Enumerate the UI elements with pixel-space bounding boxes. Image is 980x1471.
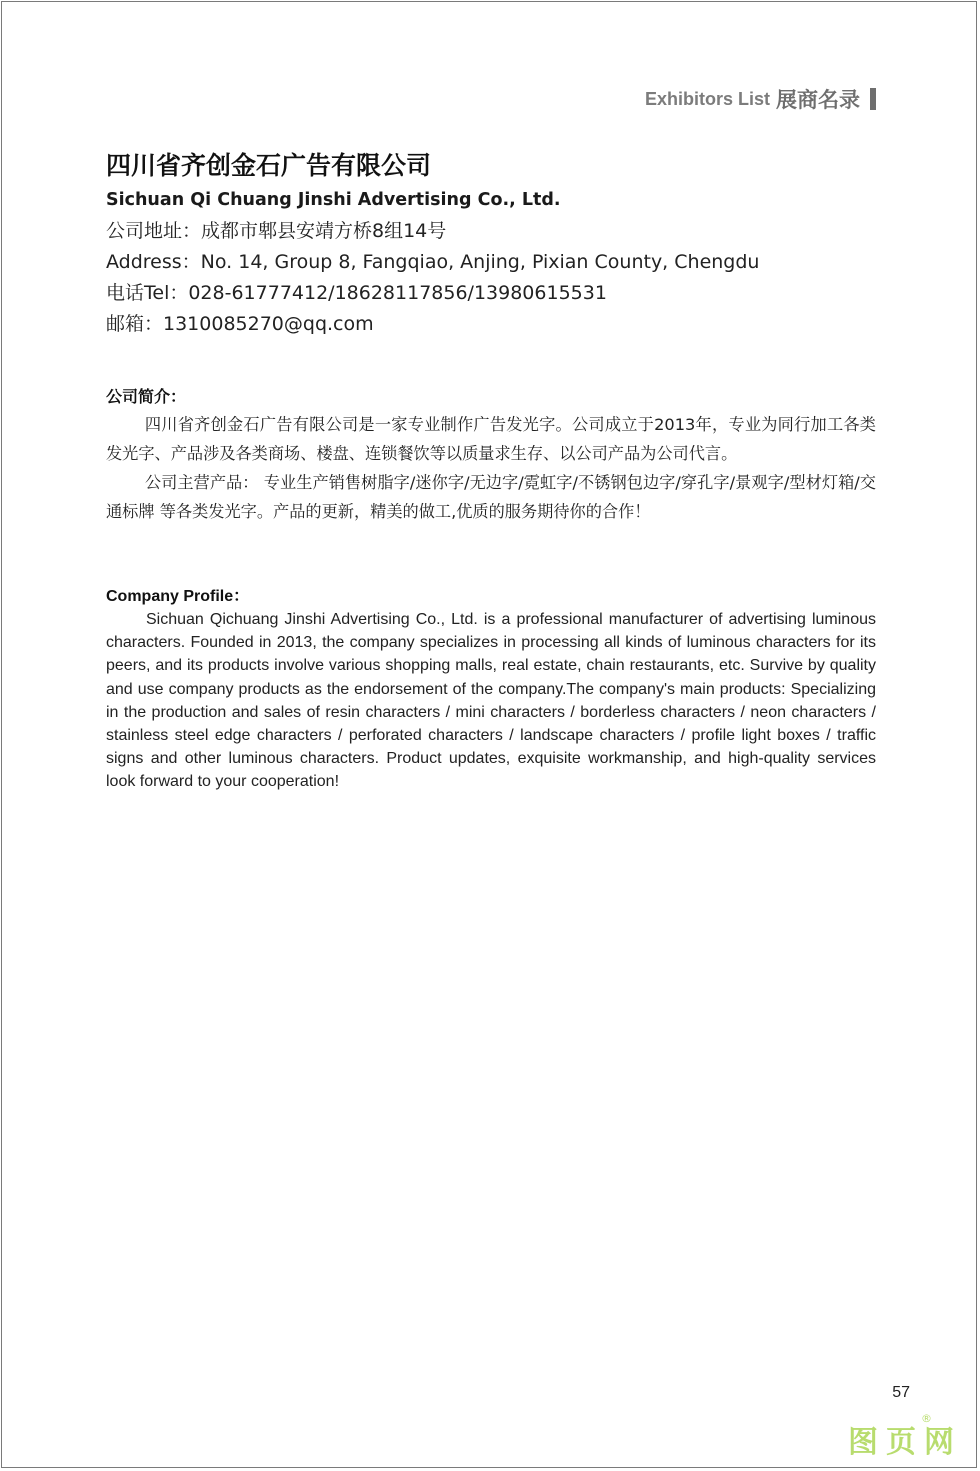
telephone: 电话Tel：028-61777412/18628117856/13980615531 [106,282,607,304]
watermark-logo: 图页网 [848,1425,962,1460]
profile-paragraph-cn-1: 四川省齐创金石广告有限公司是一家专业制作广告发光字。公司成立于2013年，专业为同行加工各类发光字、产品涉及各类商场、楼盘、连锁餐饮等以质量求生存、以公司产品为公司代言。 [106,415,876,463]
address-en: Address：No. 14, Group 8, Fangqiao, Anjing, Pixian County, Chengdu [106,251,760,273]
exhibitor-entry [106,148,876,794]
header-title-cn: 展商名录 [776,88,860,112]
profile-paragraph-cn-2: 公司主营产品： 专业生产销售树脂字/迷你字/无边字/霓虹字/不锈钢包边字/穿孔字/景观字/型材灯箱/交通标牌 等各类发光字。产品的更新，精美的做工,优质的服务期待你的合作！ [106,473,876,521]
email: 邮箱：1310085270@qq.com [106,313,374,335]
profile-heading-en: Company Profile： [106,588,250,605]
registered-mark: ® [921,1412,932,1425]
address-cn: 公司地址：成都市郫县安靖方桥8组14号 [106,220,447,242]
company-name-cn: 四川省齐创金石广告有限公司 [106,151,432,180]
contact-info [106,216,876,340]
page-number: 57 [892,1384,910,1401]
profile-heading-cn: 公司简介： [106,387,187,406]
company-name-en: Sichuan Qi Chuang Jinshi Advertising Co., Ltd. [106,190,561,210]
header-bar-icon [870,88,876,110]
header-title-en: Exhibitors List [644,88,770,109]
profile-paragraph-en: Sichuan Qichuang Jinshi Advertising Co., Ltd. is a professional manufacturer of advertising luminous characters. Founded in 2013, the company specializes in processing all kinds of luminous characters for its peers, and its products involve various shopping malls, real estate, chain restaurants, etc. Survive by quality and use company products as the endorsement of the company.The company's main products: Specializing in the production and sales of resin characters / mini characters / borderless characters / neon characters / stainless steel edge characters / perforated characters / landscape characters / profile light boxes / traffic signs and other luminous characters. Product updates, exquisite workmanship, and high-quality services look forward to your cooperation! [106,611,876,791]
page-header [645,84,876,114]
